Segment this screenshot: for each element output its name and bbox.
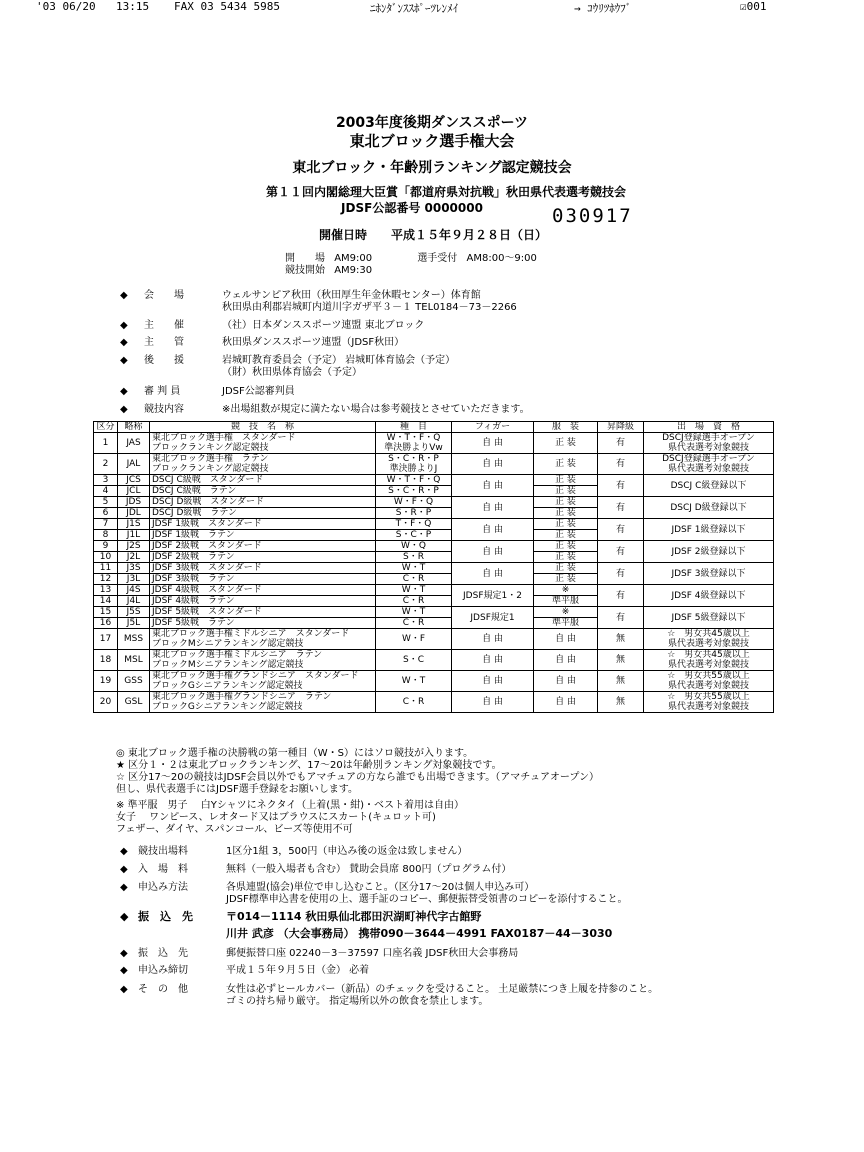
event-date (319, 226, 547, 243)
received-stamp: 030917 (552, 205, 633, 227)
header-code: 略称 (118, 422, 150, 433)
fax-recipient: → ｺｳﾘﾂﾎｳﾌﾞ (574, 2, 632, 15)
detail-row: ◆ 後 援 岩城町教育委員会（予定） 岩城町体育協会（予定） (120, 355, 456, 366)
uniform-line: 女子 ワンピース、レオタード又はブラウスにスカート(キュロット可) (116, 812, 436, 823)
info-row: ◆ 競技出場料 1区分1組 3，500円（申込み後の返金は致しません） (120, 846, 468, 857)
header-name: 競 技 名 称 (150, 422, 376, 433)
note-line: 但し、県代表選手にはJDSF選手登録をお願いします。 (116, 784, 358, 795)
hours-block (285, 253, 537, 277)
fax-date: '03 06/20 (36, 0, 96, 13)
detail-row: ◆ 会 場 ウェルサンピア秋田（秋田厚生年金休暇センター）体育館 (120, 290, 481, 301)
open-time: AM9:00 (334, 253, 373, 264)
header-dress: 服 装 (534, 422, 598, 433)
table-row: 1 JAS 東北ブロック選手権 スタンダード ブロックランキング認定競技 W・T・F・Q 準決勝よりVw 自 由 正 装 有 DSCJ登録選手オープン 県代表選考対象競技 (94, 433, 774, 454)
info-row: 川井 武彦 （大会事務局） 携帯090－3644－4991 FAX0187－44－3030 (226, 927, 613, 940)
info-row: ◆ 申込み方法 各県連盟(協会)単位で申し込むこと。（区分17～20は個人申込み可） (120, 882, 535, 893)
info-row: JDSF標準申込書を使用の上、選手証のコピー、郵便振替受領書のコピーを添付すること。 (226, 894, 628, 905)
table-row: 4 JCL DSCJ C級戦 ラテン S・C・R・P 正 装 (94, 486, 774, 497)
table-row: 5 JDS DSCJ D級戦 スタンダード W・F・Q 自 由 正 装 有 DSCJ D級登録以下 (94, 497, 774, 508)
detail-row: ◆ 審 判 員 JDSF公認審判員 (120, 386, 295, 397)
detail-row: （財）秋田県体育協会（予定） (222, 367, 362, 378)
uniform-line: ※ 準平服 男子 白Yシャツにネクタイ（上着(黒・紺)・ベスト着用は自由） (116, 800, 465, 811)
header-qualification: 出 場 資 格 (644, 422, 774, 433)
table-row: 15 J5S JDSF 5級戦 スタンダード W・T JDSF規定1 ※ 有 JDSF 5級登録以下 (94, 607, 774, 618)
uniform-line: フェザー、ダイヤ、スパンコール、ビーズ等使用不可 (116, 824, 353, 835)
table-row: 7 J1S JDSF 1級戦 スタンダード T・F・Q 自 由 正 装 有 JDSF 1級登録以下 (94, 519, 774, 530)
fax-number: FAX 03 5434 5985 (174, 0, 280, 13)
table-row: 17 MSS 東北ブロック選手権ミドルシニア スタンダード ブロックMシニアランキング認定競技 W・F 自 由 自 由 無 ☆ 男女共45歳以上 県代表選考対象競技 (94, 629, 774, 650)
table-row: 9 J2S JDSF 2級戦 スタンダード W・Q 自 由 正 装 有 JDSF 2級登録以下 (94, 541, 774, 552)
info-row: ゴミの持ち帰り厳守。 指定場所以外の飲食を禁止します。 (226, 996, 489, 1007)
title-line-1: 2003年度後期ダンススポーツ (335, 115, 529, 131)
notes-block (116, 748, 599, 796)
table-row: 19 GSS 東北ブロック選手権グランドシニア スタンダード ブロックGシニアランキング認定競技 W・T 自 由 自 由 無 ☆ 男女共55歳以上 県代表選考対象競技 (94, 671, 774, 692)
detail-row: ◆ 主 催 （社）日本ダンススポーツ連盟 東北ブロック (120, 320, 425, 331)
header-event: 種 目 (376, 422, 452, 433)
uniform-block (116, 800, 464, 836)
reception-time: AM8:00～9:00 (466, 253, 537, 264)
detail-row: 秋田県由利郡岩城町内道川字ガザ平３－１ TEL0184－73－2266 (222, 302, 517, 313)
table-row: 8 J1L JDSF 1級戦 ラテン S・C・P 正 装 (94, 530, 774, 541)
table-row: 3 JCS DSCJ C級戦 スタンダード W・T・F・Q 自 由 正 装 有 DSCJ C級登録以下 (94, 475, 774, 486)
fax-page: ☑001 (740, 0, 767, 13)
note-line: ☆ 区分17～20の競技はJDSF会員以外でもアマチュアの方なら誰でも出場できます。（アマチュアオープン） (116, 772, 599, 783)
info-row: ◆ 振 込 先 〒014－1114 秋田県仙北郡田沢湖町神代字古館野 (120, 910, 482, 923)
info-row: ◆ 入 場 料 無料（一般入場者も含む） 賛助会員席 800円（プログラム付） (120, 864, 512, 875)
open-label: 開 場 (285, 253, 325, 264)
title-line-3: 東北ブロック・年齢別ランキング認定競技会 (292, 160, 572, 176)
fax-header (36, 0, 794, 14)
start-label: 競技開始 (285, 265, 325, 276)
event-date-value: 平成１５年９月２８日（日） (391, 228, 548, 242)
start-time: AM9:30 (334, 265, 373, 276)
fax-time: 13:15 (116, 0, 150, 13)
title-line-2: 東北ブロック選手権大会 (349, 132, 515, 150)
detail-row: ◆ 主 管 秋田県ダンススポーツ連盟（JDSF秋田） (120, 337, 405, 348)
table-header-row (94, 422, 774, 433)
table-row: 6 JDL DSCJ D級戦 ラテン S・R・P 正 装 (94, 508, 774, 519)
info-row: ◆ そ の 他 女性は必ずヒールカバー（新品）のチェックを受けること。 土足厳禁につき上履を持参のこと。 (120, 984, 659, 995)
fax-sender: ﾆﾎﾝﾀﾞﾝｽｽﾎﾟｰﾂﾚﾝﾒｲ (370, 2, 458, 15)
table-row: 18 MSL 東北ブロック選手権ミドルシニア ラテン ブロックMシニアランキング認定競技 S・C 自 由 自 由 無 ☆ 男女共45歳以上 県代表選考対象競技 (94, 650, 774, 671)
table-row: 2 JAL 東北ブロック選手権 ラテン ブロックランキング認定競技 S・C・R・P 準決勝よりJ 自 由 正 装 有 DSCJ登録選手オープン 県代表選考対象競技 (94, 454, 774, 475)
table-row: 12 J3L JDSF 3級戦 ラテン C・R 正 装 (94, 574, 774, 585)
reception-label: 選手受付 (417, 253, 458, 264)
header-figure: フィガー (452, 422, 534, 433)
header-promotion: 昇降級 (598, 422, 644, 433)
table-row: 16 J5L JDSF 5級戦 ラテン C・R 準平服 (94, 618, 774, 629)
header-category: 区分 (94, 422, 118, 433)
table-row: 10 J2L JDSF 2級戦 ラテン S・R 正 装 (94, 552, 774, 563)
detail-row: ◆ 競技内容 ※出場組数が規定に満たない場合は参考競技とさせていただきます。 (120, 404, 530, 415)
hours-row-2 (285, 265, 537, 277)
table-row: 11 J3S JDSF 3級戦 スタンダード W・T 自 由 正 装 有 JDSF 3級登録以下 (94, 563, 774, 574)
note-line: ★ 区分１・２は東北ブロックランキング、17～20は年齢別ランキング対象競技です。 (116, 760, 502, 771)
competition-table (93, 421, 774, 713)
event-date-label: 開催日時 (319, 228, 368, 242)
note-line: ◎ 東北ブロック選手権の決勝戦の第一種目（W・S）にはソロ競技が入ります。 (116, 748, 474, 759)
title-line-5: JDSF公認番号 0000000 (341, 201, 483, 215)
table-row: 20 GSL 東北ブロック選手権グランドシニア ラテン ブロックGシニアランキング認定競技 C・R 自 由 自 由 無 ☆ 男女共55歳以上 県代表選考対象競技 (94, 692, 774, 713)
info-row: ◆ 申込み締切 平成１５年９月５日（金） 必着 (120, 965, 370, 976)
hours-row-1 (285, 253, 537, 265)
table-row: 14 J4L JDSF 4級戦 ラテン C・R 準平服 (94, 596, 774, 607)
table-row: 13 J4S JDSF 4級戦 スタンダード W・T JDSF規定1・2 ※ 有 JDSF 4級登録以下 (94, 585, 774, 596)
info-row: ◆ 振 込 先 郵便振替口座 02240－3－37597 口座名義 JDSF秋田大会事務局 (120, 948, 519, 959)
title-line-4: 第１１回内閣総理大臣賞「都道府県対抗戦」秋田県代表選考競技会 (265, 185, 626, 199)
